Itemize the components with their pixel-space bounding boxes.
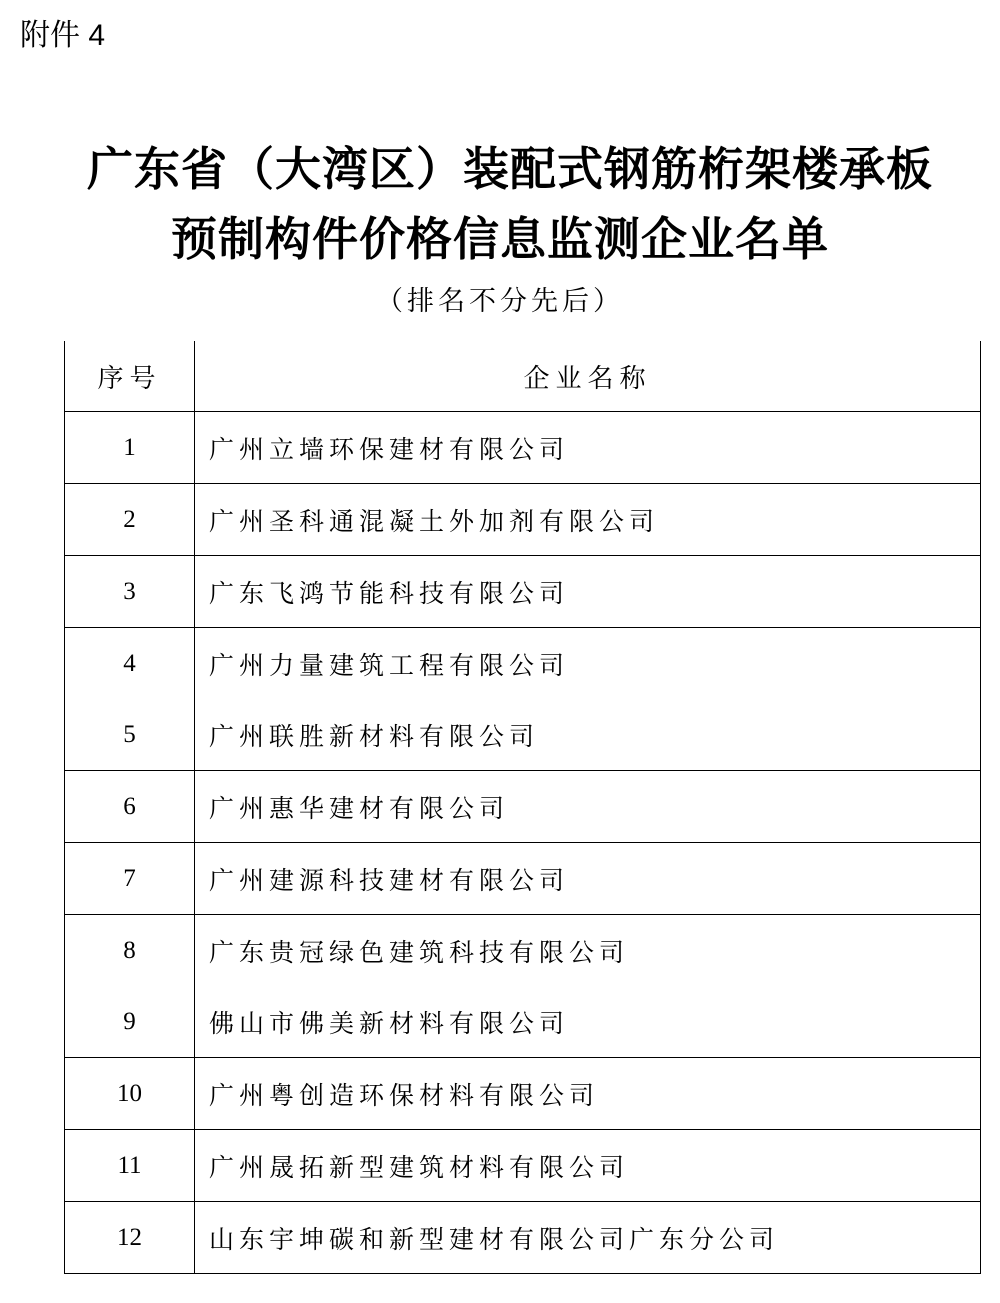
table-row xyxy=(65,628,981,700)
row-number: 10 xyxy=(65,1058,195,1130)
table-row xyxy=(65,771,981,843)
table-row xyxy=(65,699,981,771)
row-number: 7 xyxy=(65,843,195,915)
row-number: 6 xyxy=(65,771,195,843)
header-number: 序号 xyxy=(65,341,195,412)
row-number: 9 xyxy=(65,986,195,1058)
table-row xyxy=(65,915,981,987)
table-row xyxy=(65,484,981,556)
row-number: 1 xyxy=(65,412,195,484)
row-company-name: 广州晟拓新型建筑材料有限公司 xyxy=(195,1130,981,1202)
document-title-line-1: 广东省（大湾区）装配式钢筋桁架楼承板 xyxy=(87,142,933,196)
row-company-name: 佛山市佛美新材料有限公司 xyxy=(195,986,981,1058)
row-company-name: 广州粤创造环保材料有限公司 xyxy=(195,1058,981,1130)
row-number: 8 xyxy=(65,915,195,987)
row-company-name: 广州力量建筑工程有限公司 xyxy=(195,628,981,700)
row-company-name: 广州建源科技建材有限公司 xyxy=(195,843,981,915)
row-number: 2 xyxy=(65,484,195,556)
row-company-name: 广州立墙环保建材有限公司 xyxy=(195,412,981,484)
row-company-name: 山东宇坤碳和新型建材有限公司广东分公司 xyxy=(195,1202,981,1274)
document-title-line-2: 预制构件价格信息监测企业名单 xyxy=(171,212,829,266)
attachment-label: 附件 4 xyxy=(20,19,106,52)
row-company-name: 广州惠华建材有限公司 xyxy=(195,771,981,843)
document-subtitle: （排名不分先后） xyxy=(376,286,624,317)
row-company-name: 广东飞鸿节能科技有限公司 xyxy=(195,556,981,628)
row-company-name: 广东贵冠绿色建筑科技有限公司 xyxy=(195,915,981,987)
table-row xyxy=(65,986,981,1058)
row-number: 12 xyxy=(65,1202,195,1274)
row-number: 11 xyxy=(65,1130,195,1202)
table-row xyxy=(65,556,981,628)
table-row xyxy=(65,1130,981,1202)
table-row xyxy=(65,1202,981,1274)
company-list-table xyxy=(64,341,981,1274)
table-row xyxy=(65,1058,981,1130)
table-row xyxy=(65,843,981,915)
row-company-name: 广州联胜新材料有限公司 xyxy=(195,699,981,771)
row-company-name: 广州圣科通混凝土外加剂有限公司 xyxy=(195,484,981,556)
row-number: 3 xyxy=(65,556,195,628)
table-header-row xyxy=(65,341,981,412)
table-row xyxy=(65,412,981,484)
header-company-name: 企业名称 xyxy=(195,341,981,412)
row-number: 5 xyxy=(65,699,195,771)
row-number: 4 xyxy=(65,628,195,700)
